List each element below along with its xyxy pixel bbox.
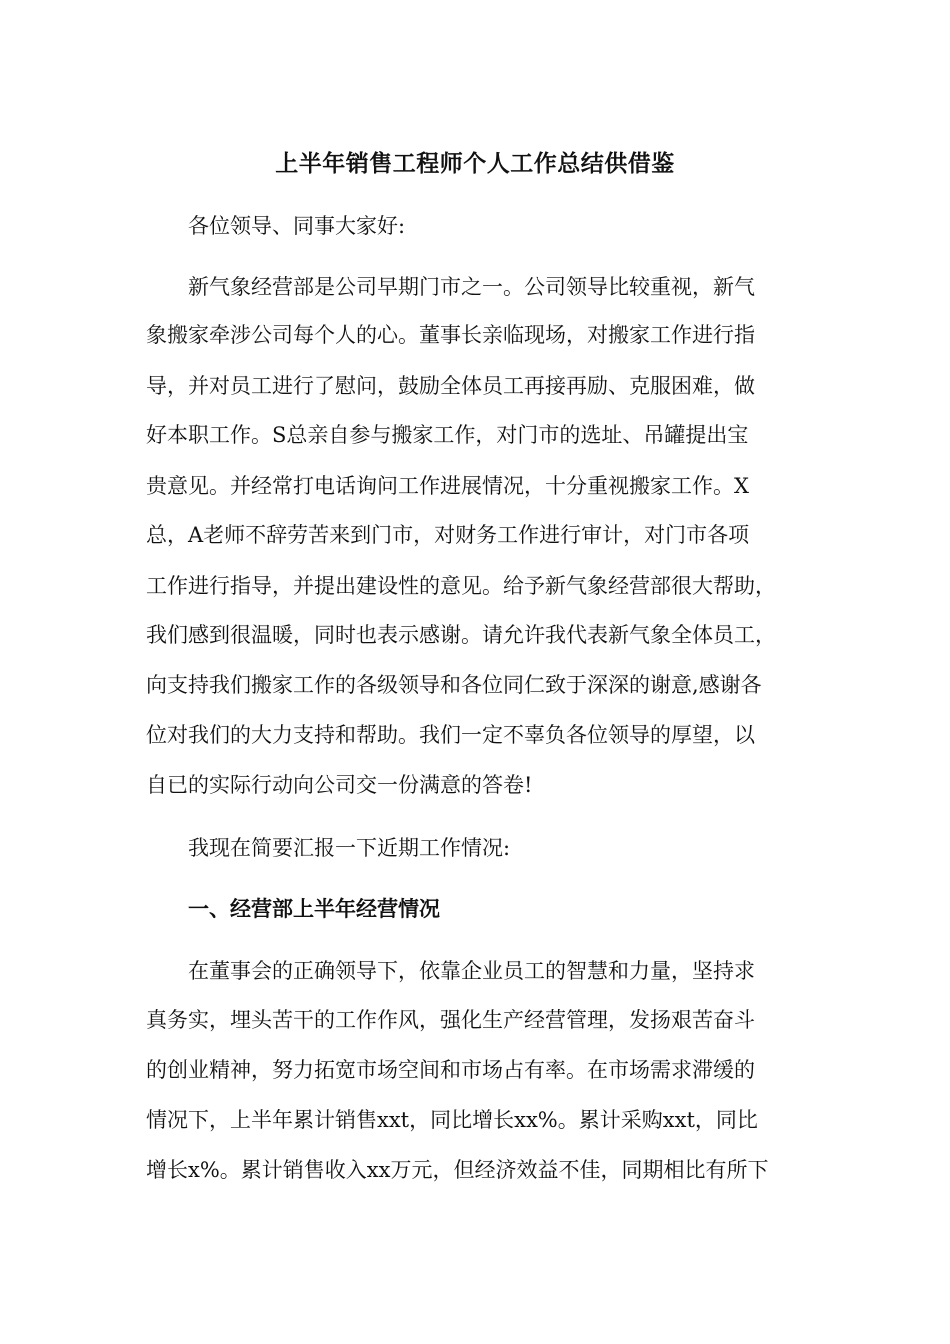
report-intro-line: 我现在简要汇报一下近期工作情况: (188, 836, 511, 860)
greeting-line: 各位领导、同事大家好: (188, 214, 406, 238)
paragraph-line: 好本职工作。S总亲自参与搬家工作，对门市的选址、吊罐提出宝 (146, 423, 749, 447)
section-heading: 一、经营部上半年经营情况 (188, 897, 440, 921)
paragraph-line: 贵意见。并经常打电话询问工作进展情况，十分重视搬家工作。X (146, 474, 749, 498)
paragraph-line: 工作进行指导，并提出建设性的意见。给予新气象经营部很大帮助， (146, 574, 776, 598)
paragraph-line: 导，并对员工进行了慰问，鼓励全体员工再接再励、克服困难，做 (146, 374, 755, 398)
paragraph-line: 位对我们的大力支持和帮助。我们一定不辜负各位领导的厚望，以 (146, 723, 755, 747)
paragraph-line: 真务实，埋头苦干的工作作风，强化生产经营管理，发扬艰苦奋斗 (146, 1008, 755, 1032)
paragraph-line: 我们感到很温暖，同时也表示感谢。请允许我代表新气象全体员工， (146, 623, 776, 647)
paragraph-line: 的创业精神，努力拓宽市场空间和市场占有率。在市场需求滞缓的 (146, 1058, 755, 1082)
paragraph-line: 情况下，上半年累计销售xxt，同比增长xx%。累计采购xxt，同比 (146, 1108, 758, 1132)
paragraph-line: 在董事会的正确领导下，依靠企业员工的智慧和力量，坚持求 (188, 959, 755, 983)
paragraph-line: 新气象经营部是公司早期门市之一。公司领导比较重视，新气 (188, 275, 755, 299)
paragraph-line: 向支持我们搬家工作的各级领导和各位同仁致于深深的谢意,感谢各 (146, 673, 762, 697)
paragraph-line: 总，A老师不辞劳苦来到门市，对财务工作进行审计，对门市各项 (146, 523, 750, 547)
paragraph-line: 象搬家牵涉公司每个人的心。董事长亲临现场，对搬家工作进行指 (146, 323, 755, 347)
document-title: 上半年销售工程师个人工作总结供借鉴 (275, 151, 675, 177)
paragraph-line: 自已的实际行动向公司交一份满意的答卷! (146, 773, 533, 797)
paragraph-line: 增长x%。累计销售收入xx万元，但经济效益不佳，同期相比有所下 (146, 1158, 769, 1182)
